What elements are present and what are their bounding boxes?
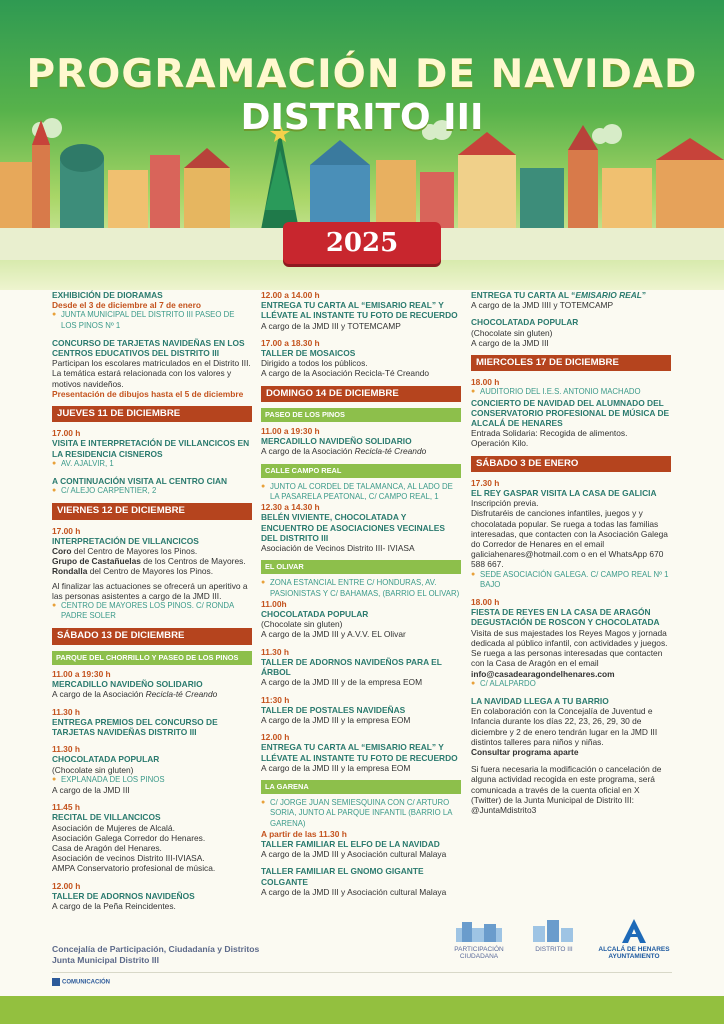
event-dioramas [52, 290, 252, 331]
badge-label: COMUNICACIÓN [62, 979, 110, 986]
event-text: A cargo de la JMD III [471, 337, 549, 348]
hero-banner [0, 0, 724, 290]
column-1 [52, 290, 252, 918]
event-emisario-2 [261, 732, 461, 773]
event-title: INTERPRETACIÓN DE VILLANCICOS [52, 535, 199, 546]
event-premios [52, 707, 252, 738]
event-text: A cargo de la JMD III y Asociación cultural Malaya [261, 886, 447, 897]
venue-subheader: PARQUE DEL CHORRILLO Y PASEO DE LOS PINOS [52, 651, 252, 665]
event-text: Asociación de vecinos Distrito III-IVIASA. [52, 853, 205, 864]
day-header-domingo: DOMINGO 14 DE DICIEMBRE [261, 386, 461, 402]
group-name: Grupo de Castañuelas [52, 556, 141, 567]
group-text: de los Centros de Mayores. [140, 556, 246, 567]
day-header-viernes: VIERNES 12 DE DICIEMBRE [52, 503, 252, 519]
logo-label: PARTICIPACIÓN CIUDADANA [454, 946, 504, 960]
event-text-italic: Recicla-té Creando [354, 446, 427, 457]
event-location: ● CENTRO DE MAYORES LOS PINOS. C/ RONDA PADRE SOLER [52, 601, 252, 621]
event-text-italic: Recicla-té Creando [145, 689, 218, 700]
event-location: ● C/ JORGE JUAN SEMIESQUINA CON C/ ARTURO SORIA, JUNTO AL PARQUE INFANTIL (BARRIO LA GARENA) [261, 798, 461, 829]
event-line [52, 546, 252, 556]
page-subtitle: DISTRITO III [240, 97, 484, 138]
day-header-sabado-13: SÁBADO 13 DE DICIEMBRE [52, 628, 252, 644]
event-text: A cargo de la JMD III y TOTEMCAMP [261, 320, 401, 331]
event-text: Inscripción previa. [471, 498, 539, 509]
event-note: Presentación de dibujos hasta el 5 de diciembre [52, 388, 244, 399]
title-part: ” [641, 290, 647, 300]
event-title [471, 290, 671, 300]
event-text: A cargo de la JMD III y la empresa EOM [261, 714, 411, 725]
event-text: A cargo de la JMD III y de la empresa EOM [261, 677, 423, 688]
event-text: A cargo de la JMD III y A.V.V. EL Olivar [261, 629, 406, 640]
event-adornos [52, 881, 252, 912]
title-part: ENTREGA TU CARTA AL “ [471, 290, 576, 300]
event-belen [261, 482, 461, 553]
event-title: VISITA E INTERPRETACIÓN DE VILLANCICOS EN LA RESIDENCIA CISNEROS [52, 438, 250, 459]
event-location: ● JUNTA MUNICIPAL DEL DISTRITO III PASEO DE LOS PINOS Nº 1 [52, 310, 252, 330]
event-time: 11.00 a 19:30 h [52, 668, 111, 679]
notice-text: Si fuera necesaria la modificación o cancelación de alguna actividad recogida en este programa, será comunicada a través de la cuenta oficial en X (Twitter) de la Junta Municipal de Distrito III: @JuntaMdistrito3 [471, 764, 662, 815]
event-emisario [261, 290, 461, 331]
event-title: CHOCOLATADA POPULAR [52, 754, 160, 765]
venue-subheader: CALLE CAMPO REAL [261, 464, 461, 478]
event-text: (Chocolate sin gluten) [52, 764, 134, 775]
event-text: A cargo de la JMD III [52, 784, 130, 795]
event-time: 11:30 h [261, 694, 290, 705]
year-ribbon [283, 222, 441, 264]
event-time: 18.00 h [471, 377, 500, 388]
event-text-part: Se ruega a las personas interesadas que contacten con la Casa de Aragón en el email [471, 648, 663, 669]
column-3 [471, 290, 671, 822]
event-time: 11.00 a 19:30 h [261, 426, 320, 437]
logo-label: ALCALÁ DE HENARES [598, 946, 670, 953]
event-text [261, 446, 461, 456]
event-time: 11.30 h [261, 646, 289, 657]
event-time: 12.30 a 14.30 h [261, 502, 320, 513]
event-text: A cargo de la JMD III y Asociación cultural Malaya [261, 849, 447, 860]
event-cian [52, 476, 252, 496]
event-time: 12.00 h [52, 880, 81, 891]
event-text: A cargo de la JMD III y la empresa EOM [261, 762, 411, 773]
footer-line: Concejalía de Participación, Ciudadanía y Distritos [52, 944, 260, 954]
event-location: ● C/ ALEJO CARPENTIER, 2 [52, 486, 252, 496]
event-text: Casa de Aragón del Henares. [52, 842, 162, 853]
day-header-jueves: JUEVES 11 DE DICIEMBRE [52, 406, 252, 422]
logo-ayuntamiento [592, 918, 676, 960]
event-title: ENTREGA TU CARTA AL “EMISARIO REAL” Y LLÉVATE AL INSTANTE TU FOTO DE RECUERDO [261, 300, 458, 321]
event-postales [261, 695, 461, 726]
alcala-logo-icon [619, 918, 649, 944]
event-title: MERCADILLO NAVIDEÑO SOLIDARIO [261, 436, 412, 447]
event-text: En colaboración con la Concejalía de Juventud e Infancia durante los días 22, 23, 26, 29, 30 de diciembre y 2 de enero tendrán lugar en la JMD III distintos talleres para niños y niñas. [471, 706, 658, 747]
venue-subheader: LA GARENA [261, 780, 461, 794]
event-text: Asociación de Vecinos Distrito III- IVIASA [261, 543, 415, 554]
event-mosaicos [261, 338, 461, 379]
logo-distrito [526, 918, 582, 953]
event-title: MERCADILLO NAVIDEÑO SOLIDARIO [52, 679, 203, 690]
group-text: del Centro de Mayores los Pinos. [87, 566, 214, 577]
logo-participacion [448, 918, 510, 960]
event-reyes [471, 597, 671, 689]
event-text: AMPA Conservatorio profesional de música. [52, 863, 216, 874]
event-concurso [52, 338, 252, 399]
column-2 [261, 290, 461, 904]
event-title: ENTREGA PREMIOS DEL CONCURSO DE TARJETAS NAVIDEÑAS DISTRITO III [52, 716, 218, 737]
event-time: 17.00 h [52, 525, 81, 536]
event-text: Disfrutaréis de canciones infantiles, juegos y y chocolatada popular. Se ruega a todas las familias interesadas, que contacten con la Asociación Galega do Corredor de Henares en el email galiciahenares@hotmail.com o en el WhatsApp 670 588 667. [471, 508, 668, 570]
event-elfo [261, 798, 461, 859]
event-text: Dirigido a todos los públicos. [261, 358, 368, 369]
event-time: 11.45 h [52, 802, 80, 813]
year-label: 2025 [325, 228, 399, 258]
event-title: TALLER DE ADORNOS NAVIDEÑOS [52, 890, 195, 901]
event-gaspar [471, 478, 671, 590]
event-concierto [471, 377, 671, 448]
event-gnomo [261, 866, 461, 897]
group-name: Coro [52, 546, 72, 557]
event-title: CONCIERTO DE NAVIDAD DEL ALUMNADO DEL CONSERVATORIO PROFESIONAL DE MÚSICA DE ALCALÁ DE HENARES [471, 397, 670, 429]
event-chocolatada [471, 317, 671, 348]
event-location: ● EXPLANADA DE LOS PINOS [52, 775, 252, 785]
event-barrio [471, 696, 671, 757]
title-italic: EMISARIO REAL [575, 290, 642, 300]
notice [471, 764, 671, 815]
event-title: CHOCOLATADA POPULAR [261, 609, 369, 620]
page-title: PROGRAMACIÓN DE NAVIDAD [26, 52, 698, 97]
comunicacion-badge [52, 978, 110, 986]
event-text: A cargo de la Peña Reincidentes. [52, 900, 176, 911]
venue-subheader: PASEO DE LOS PINOS [261, 408, 461, 422]
group-text: del Centro de Mayores los Pinos. [71, 546, 198, 557]
event-title: TALLER DE MOSAICOS [261, 348, 356, 359]
event-text: A cargo de la JMD IIII y TOTEMCAMP [471, 300, 614, 311]
event-time: 11.30 h [52, 706, 80, 717]
event-note: Consultar programa aparte [471, 746, 579, 757]
event-text: Participan los escolares matriculados en el Distrito III. La temática estará relacionada con los valores y motivos navideños. [52, 358, 251, 389]
event-title: FIESTA DE REYES EN LA CASA DE ARAGÓN DEGUSTACIÓN DE ROSCON Y CHOCOLATADA [471, 607, 660, 628]
event-text: (Chocolate sin gluten) [261, 619, 343, 630]
event-mercadillo [261, 426, 461, 457]
day-header-sabado-3: SÁBADO 3 DE ENERO [471, 456, 671, 472]
event-carta [471, 290, 671, 310]
footer-divider [52, 972, 672, 973]
event-time: 12.00 h [261, 732, 290, 743]
event-time: 11.30 h [52, 744, 80, 755]
event-text: A cargo de la Asociación Recicla-Té Creando [261, 368, 430, 379]
event-time: 18.00 h [471, 597, 500, 608]
event-time: 17.00 a 18.30 h [261, 337, 320, 348]
logo-label: DISTRITO III [535, 946, 573, 953]
day-header-miercoles: MIERCOLES 17 DE DICIEMBRE [471, 355, 671, 371]
event-time: 11.00h [261, 598, 287, 609]
event-adornos-arbol [261, 647, 461, 688]
event-time: 17.30 h [471, 477, 500, 488]
event-text [52, 689, 252, 699]
event-text: Asociación Galega Corredor do Henares. [52, 832, 206, 843]
event-title: A CONTINUACIÓN VISITA AL CENTRO CIAN [52, 476, 228, 487]
event-location: ● ZONA ESTANCIAL ENTRE C/ HONDURAS, AV. PASIONISTAS Y C/ BAHAMAS, (BARRIO EL OLIVAR) [261, 578, 461, 598]
event-text [471, 648, 671, 679]
logo-label: AYUNTAMIENTO [608, 953, 660, 960]
event-title: RECITAL DE VILLANCICOS [52, 812, 161, 823]
venue-subheader: EL OLIVAR [261, 560, 461, 574]
event-title: CONCURSO DE TARJETAS NAVIDEÑAS EN LOS CENTROS EDUCATIVOS DEL DISTRITO III [52, 337, 245, 359]
event-text: Visita de sus majestades los Reyes Magos y jornada dedicada al público infantil, con actividades y juegos. [471, 627, 668, 648]
bottom-band [0, 996, 724, 1024]
event-chocolatada [52, 744, 252, 795]
event-text-part: A cargo de la Asociación [261, 446, 355, 457]
event-residencia [52, 428, 252, 469]
event-line [52, 556, 252, 566]
event-title: TALLER DE ADORNOS NAVIDEÑOS PARA EL ÁRBOL [261, 656, 442, 678]
building-icon [52, 978, 60, 986]
event-location: ● AUDITORIO DEL I.E.S. ANTONIO MACHADO [471, 387, 671, 397]
event-recital [52, 802, 252, 873]
event-text-part: A cargo de la Asociación [52, 689, 146, 700]
event-title: EL REY GASPAR VISITA LA CASA DE GALICIA [471, 488, 657, 499]
event-title: TALLER FAMILIAR EL GNOMO GIGANTE COLGANTE [261, 866, 424, 887]
event-text: Asociación de Mujeres de Alcalá. [52, 822, 175, 833]
event-title: EXHIBICIÓN DE DIORAMAS [52, 290, 163, 300]
event-mercadillo [52, 669, 252, 700]
footer-credits [52, 944, 259, 966]
participation-logo-icon [454, 918, 504, 944]
event-title: CHOCOLATADA POPULAR [471, 317, 579, 328]
event-title: ENTREGA TU CARTA AL “EMISARIO REAL” Y LLÉVATE AL INSTANTE TU FOTO DE RECUERDO [261, 742, 458, 763]
event-line [52, 566, 252, 576]
footer-line: Junta Municipal Distrito III [52, 955, 159, 965]
event-title: TALLER FAMILIAR EL ELFO DE LA NAVIDAD [261, 838, 440, 849]
event-location: ● C/ ALALPARDO [471, 679, 671, 689]
event-text: (Chocolate sin gluten) [471, 327, 553, 338]
email-link[interactable]: info@casadearagondelhenares.com [471, 668, 615, 679]
event-text: Operación Kilo. [471, 438, 529, 449]
event-time: 12.00 a 14.00 h [261, 290, 320, 300]
event-olivar [261, 578, 461, 639]
event-villancicos [52, 526, 252, 622]
event-title: TALLER DE POSTALES NAVIDEÑAS [261, 704, 406, 715]
event-dates: Desde el 3 de diciembre al 7 de enero [52, 300, 201, 311]
event-title: BELÉN VIVIENTE, CHOCOLATADA Y ENCUENTRO DE ASOCIACIONES VECINALES DEL DISTRITO III [261, 512, 445, 543]
event-location: ● SEDE ASOCIACIÓN GALEGA. C/ CAMPO REAL Nº 1 BAJO [471, 570, 671, 590]
event-text: Entrada Solidaria: Recogida de alimentos. [471, 428, 628, 439]
event-time: 17.00 h [52, 428, 81, 439]
district-logo-icon [529, 918, 579, 944]
event-location: ● AV. AJALVIR, 1 [52, 459, 252, 469]
group-name: Rondalla [52, 566, 88, 577]
event-time: A partir de las 11.30 h [261, 828, 347, 839]
event-title: LA NAVIDAD LLEGA A TU BARRIO [471, 695, 609, 706]
event-text: Al finalizar las actuaciones se ofrecerá un aperitivo a las personas asistentes a cargo de la JMD III. [52, 580, 248, 601]
event-location: ● JUNTO AL CORDEL DE TALAMANCA, AL LADO DE LA PASARELA PEATONAL, C/ CAMPO REAL, 1 [261, 482, 461, 502]
